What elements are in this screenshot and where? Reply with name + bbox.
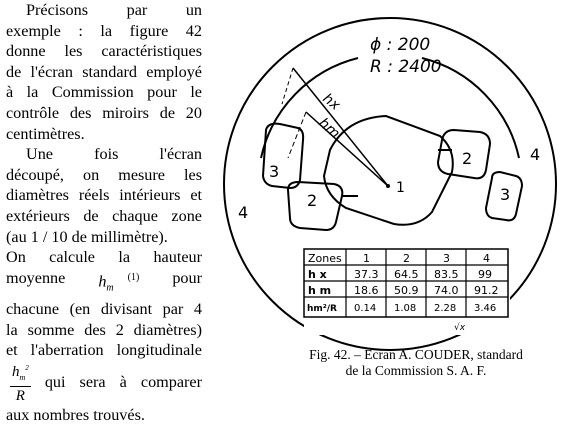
line: la somme des 2 diamètres)	[6, 320, 202, 339]
word: un	[185, 1, 202, 19]
line: et l'aberration longitudinale	[6, 341, 202, 360]
line: On calcule la hauteur	[6, 248, 202, 267]
table-cell: 64.5	[394, 268, 419, 281]
hm-label: hm	[315, 115, 343, 143]
line: à la Commission pour le	[6, 83, 202, 102]
table-cell: 50.9	[394, 284, 419, 297]
fraction-line	[6, 361, 202, 405]
caption-line: de la Commission S. A. F.	[345, 363, 487, 378]
line: chacune (en divisant par 4	[6, 299, 202, 318]
table-cell: 74.0	[434, 284, 459, 297]
line: donne les caractéristiques	[6, 42, 202, 61]
zone-2-left-label: 2	[307, 191, 318, 210]
body-text	[6, 0, 202, 425]
ring-4-left-edge	[261, 58, 358, 158]
table-cell: 99	[478, 268, 492, 281]
hm-symbol: $h_m^{(1)}$	[98, 271, 140, 294]
table-cell: 18.6	[354, 284, 379, 297]
table-header: Zones	[308, 252, 342, 265]
phi-label: ϕ : 200	[370, 35, 431, 55]
line	[6, 0, 202, 21]
table-note: √x	[454, 323, 466, 333]
table-header: 2	[403, 252, 410, 265]
table-cell: 2.28	[434, 303, 457, 314]
r-label: R : 2400	[370, 57, 442, 77]
table-cell: 1.08	[394, 303, 417, 314]
table-row-label: h m	[308, 284, 332, 297]
table-header: 1	[363, 252, 370, 265]
zone-4-left-label: 4	[238, 203, 249, 222]
line: extérieurs de chaque zone	[6, 206, 202, 225]
zone-1-label: 1	[396, 180, 405, 196]
line: diamètres réels intérieurs et	[6, 186, 202, 205]
line: contrôle des miroirs de 20	[6, 103, 202, 122]
zone-4-right-label: 4	[530, 145, 541, 164]
word: fois	[94, 145, 119, 164]
line: exemple : la figure 42	[6, 21, 202, 40]
line: de l'écran standard employé	[6, 62, 202, 81]
table-cell: 0.14	[354, 303, 377, 314]
line: qui sera à comparer	[44, 373, 202, 392]
word: pour	[172, 268, 202, 287]
table-header: 3	[443, 252, 450, 265]
line: découpé, on mesure les	[6, 165, 202, 184]
table-header: 4	[483, 252, 490, 265]
word: Précisons	[26, 1, 89, 19]
table-cell: 83.5	[434, 268, 459, 281]
table-cell: 91.2	[474, 284, 499, 297]
figure-caption	[284, 347, 548, 379]
line	[6, 144, 202, 165]
zone-2-right-label: 2	[462, 149, 473, 168]
hm2-over-r-fraction: $\frac{h_m^2}{R}$	[10, 360, 31, 405]
word: l'écran	[159, 145, 202, 164]
center-point	[386, 184, 390, 188]
line	[6, 268, 202, 299]
line: centimètres.	[6, 124, 85, 143]
table-cell: 3.46	[474, 303, 497, 314]
table-row-label: h x	[308, 268, 327, 281]
zone-3-right-label: 3	[500, 185, 511, 204]
zone-3-left-label: 3	[269, 162, 280, 181]
zone-1-center	[324, 116, 453, 225]
hx-label: hx	[319, 90, 343, 114]
caption-line: Fig. 42. – Ecran A. COUDER, standard	[309, 347, 523, 362]
word: moyenne	[6, 268, 66, 287]
word: par	[126, 1, 148, 19]
table-cell: 37.3	[354, 268, 379, 281]
line: (au 1 / 10 de millimètre).	[6, 227, 168, 246]
line: aux nombres trouvés.	[6, 405, 145, 424]
table-row-label: hm²/R	[307, 304, 337, 314]
word: Une	[26, 145, 53, 164]
